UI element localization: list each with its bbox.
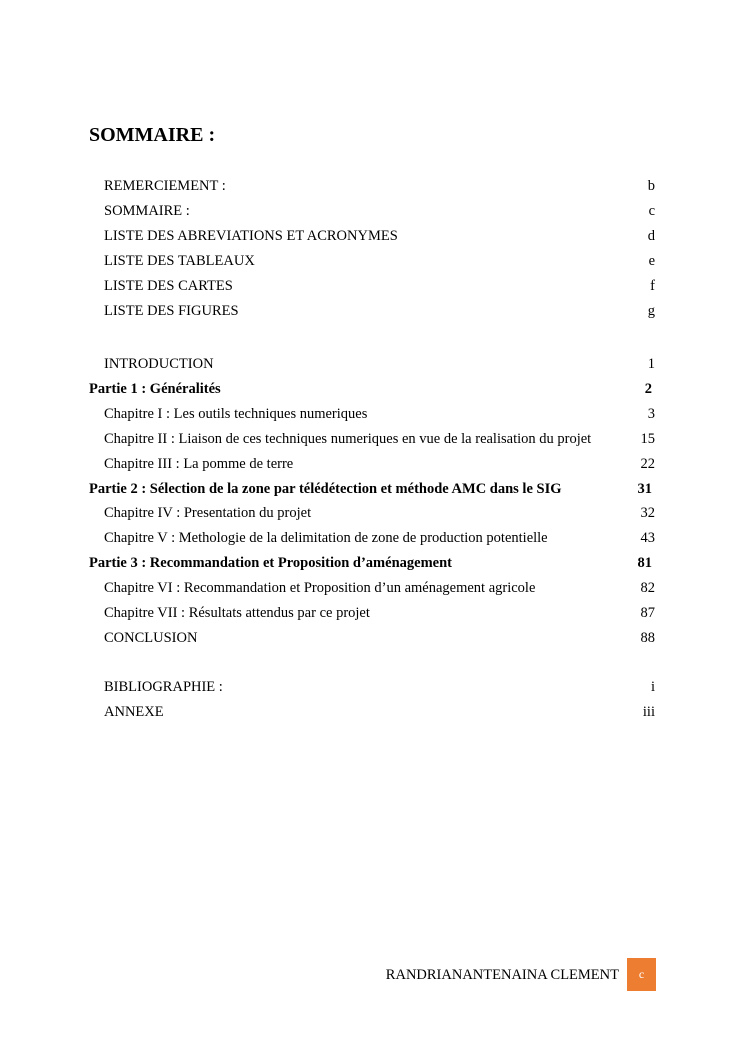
toc-entry-label: ANNEXE (104, 704, 164, 720)
toc-entry-label: Chapitre II : Liaison de ces techniques numeriques en vue de la realisation du projet (104, 431, 592, 447)
toc-chapter-1[interactable] (0, 403, 745, 425)
page-title: SOMMAIRE : (89, 124, 216, 146)
page-number-badge: c (627, 958, 656, 991)
toc-part-page: 2 (644, 381, 652, 397)
toc-entry-tableaux[interactable] (0, 250, 745, 272)
footer-author: RANDRIANANTENAINA CLEMENT (385, 967, 619, 983)
toc-entry-label: Chapitre IV : Presentation du projet (104, 505, 312, 521)
toc-chapter-6[interactable] (0, 577, 745, 599)
toc-entry-abreviations[interactable] (0, 225, 745, 247)
toc-part-label: Partie 2 : Sélection de la zone par télédétection et méthode AMC dans le SIG (89, 481, 562, 497)
toc-entry-label: SOMMAIRE : (104, 203, 190, 219)
toc-entry-page: b (647, 178, 655, 194)
toc-entry-label: Chapitre III : La pomme de terre (104, 456, 294, 472)
toc-chapter-2[interactable] (0, 428, 745, 450)
toc-entry-label: LISTE DES TABLEAUX (104, 253, 255, 269)
toc-entry-page: 22 (640, 456, 655, 472)
toc-entry-page: d (647, 228, 655, 244)
toc-entry-page: iii (642, 704, 655, 720)
toc-chapter-5[interactable] (0, 527, 745, 549)
toc-entry-label: LISTE DES CARTES (104, 278, 233, 294)
toc-entry-page: c (648, 203, 655, 219)
toc-entry-page: 88 (640, 630, 655, 646)
toc-entry-label: Chapitre VI : Recommandation et Proposition d’un aménagement agricole (104, 580, 536, 596)
toc-entry-page: 43 (640, 530, 655, 546)
toc-entry-label: Chapitre V : Methologie de la delimitation de zone de production potentielle (104, 530, 548, 546)
toc-entry-bibliographie[interactable] (0, 676, 745, 698)
toc-entry-page: 32 (640, 505, 655, 521)
toc-part-3[interactable] (0, 552, 745, 574)
toc-entry-page: 87 (640, 605, 655, 621)
toc-entry-page: 15 (640, 431, 655, 447)
toc-entry-label: LISTE DES FIGURES (104, 303, 239, 319)
toc-part-1[interactable] (0, 378, 745, 400)
toc-entry-introduction[interactable] (0, 353, 745, 375)
toc-entry-page: 1 (647, 356, 655, 372)
toc-entry-label: LISTE DES ABREVIATIONS ET ACRONYMES (104, 228, 398, 244)
toc-entry-cartes[interactable] (0, 275, 745, 297)
toc-entry-page: i (650, 679, 655, 695)
toc-entry-remerciement[interactable] (0, 175, 745, 197)
toc-entry-page: 82 (640, 580, 655, 596)
toc-part-2[interactable] (0, 478, 745, 500)
toc-entry-label: CONCLUSION (104, 630, 198, 646)
toc-entry-label: Chapitre I : Les outils techniques numeriques (104, 406, 368, 422)
toc-entry-figures[interactable] (0, 300, 745, 322)
toc-part-page: 31 (637, 481, 652, 497)
toc-part-page: 81 (637, 555, 652, 571)
toc-part-label: Partie 1 : Généralités (89, 381, 221, 397)
toc-entry-sommaire[interactable] (0, 200, 745, 222)
toc-part-label: Partie 3 : Recommandation et Proposition d’aménagement (89, 555, 452, 571)
toc-entry-label: BIBLIOGRAPHIE : (104, 679, 223, 695)
toc-entry-page: 3 (647, 406, 655, 422)
toc-chapter-7[interactable] (0, 602, 745, 624)
toc-entry-page: e (648, 253, 655, 269)
toc-entry-label: Chapitre VII : Résultats attendus par ce projet (104, 605, 370, 621)
toc-chapter-4[interactable] (0, 502, 745, 524)
toc-entry-annexe[interactable] (0, 701, 745, 723)
toc-entry-conclusion[interactable] (0, 627, 745, 649)
toc-entry-label: INTRODUCTION (104, 356, 214, 372)
toc-chapter-3[interactable] (0, 453, 745, 475)
toc-entry-page: f (650, 278, 655, 294)
toc-entry-label: REMERCIEMENT : (104, 178, 226, 194)
toc-entry-page: g (647, 303, 655, 319)
